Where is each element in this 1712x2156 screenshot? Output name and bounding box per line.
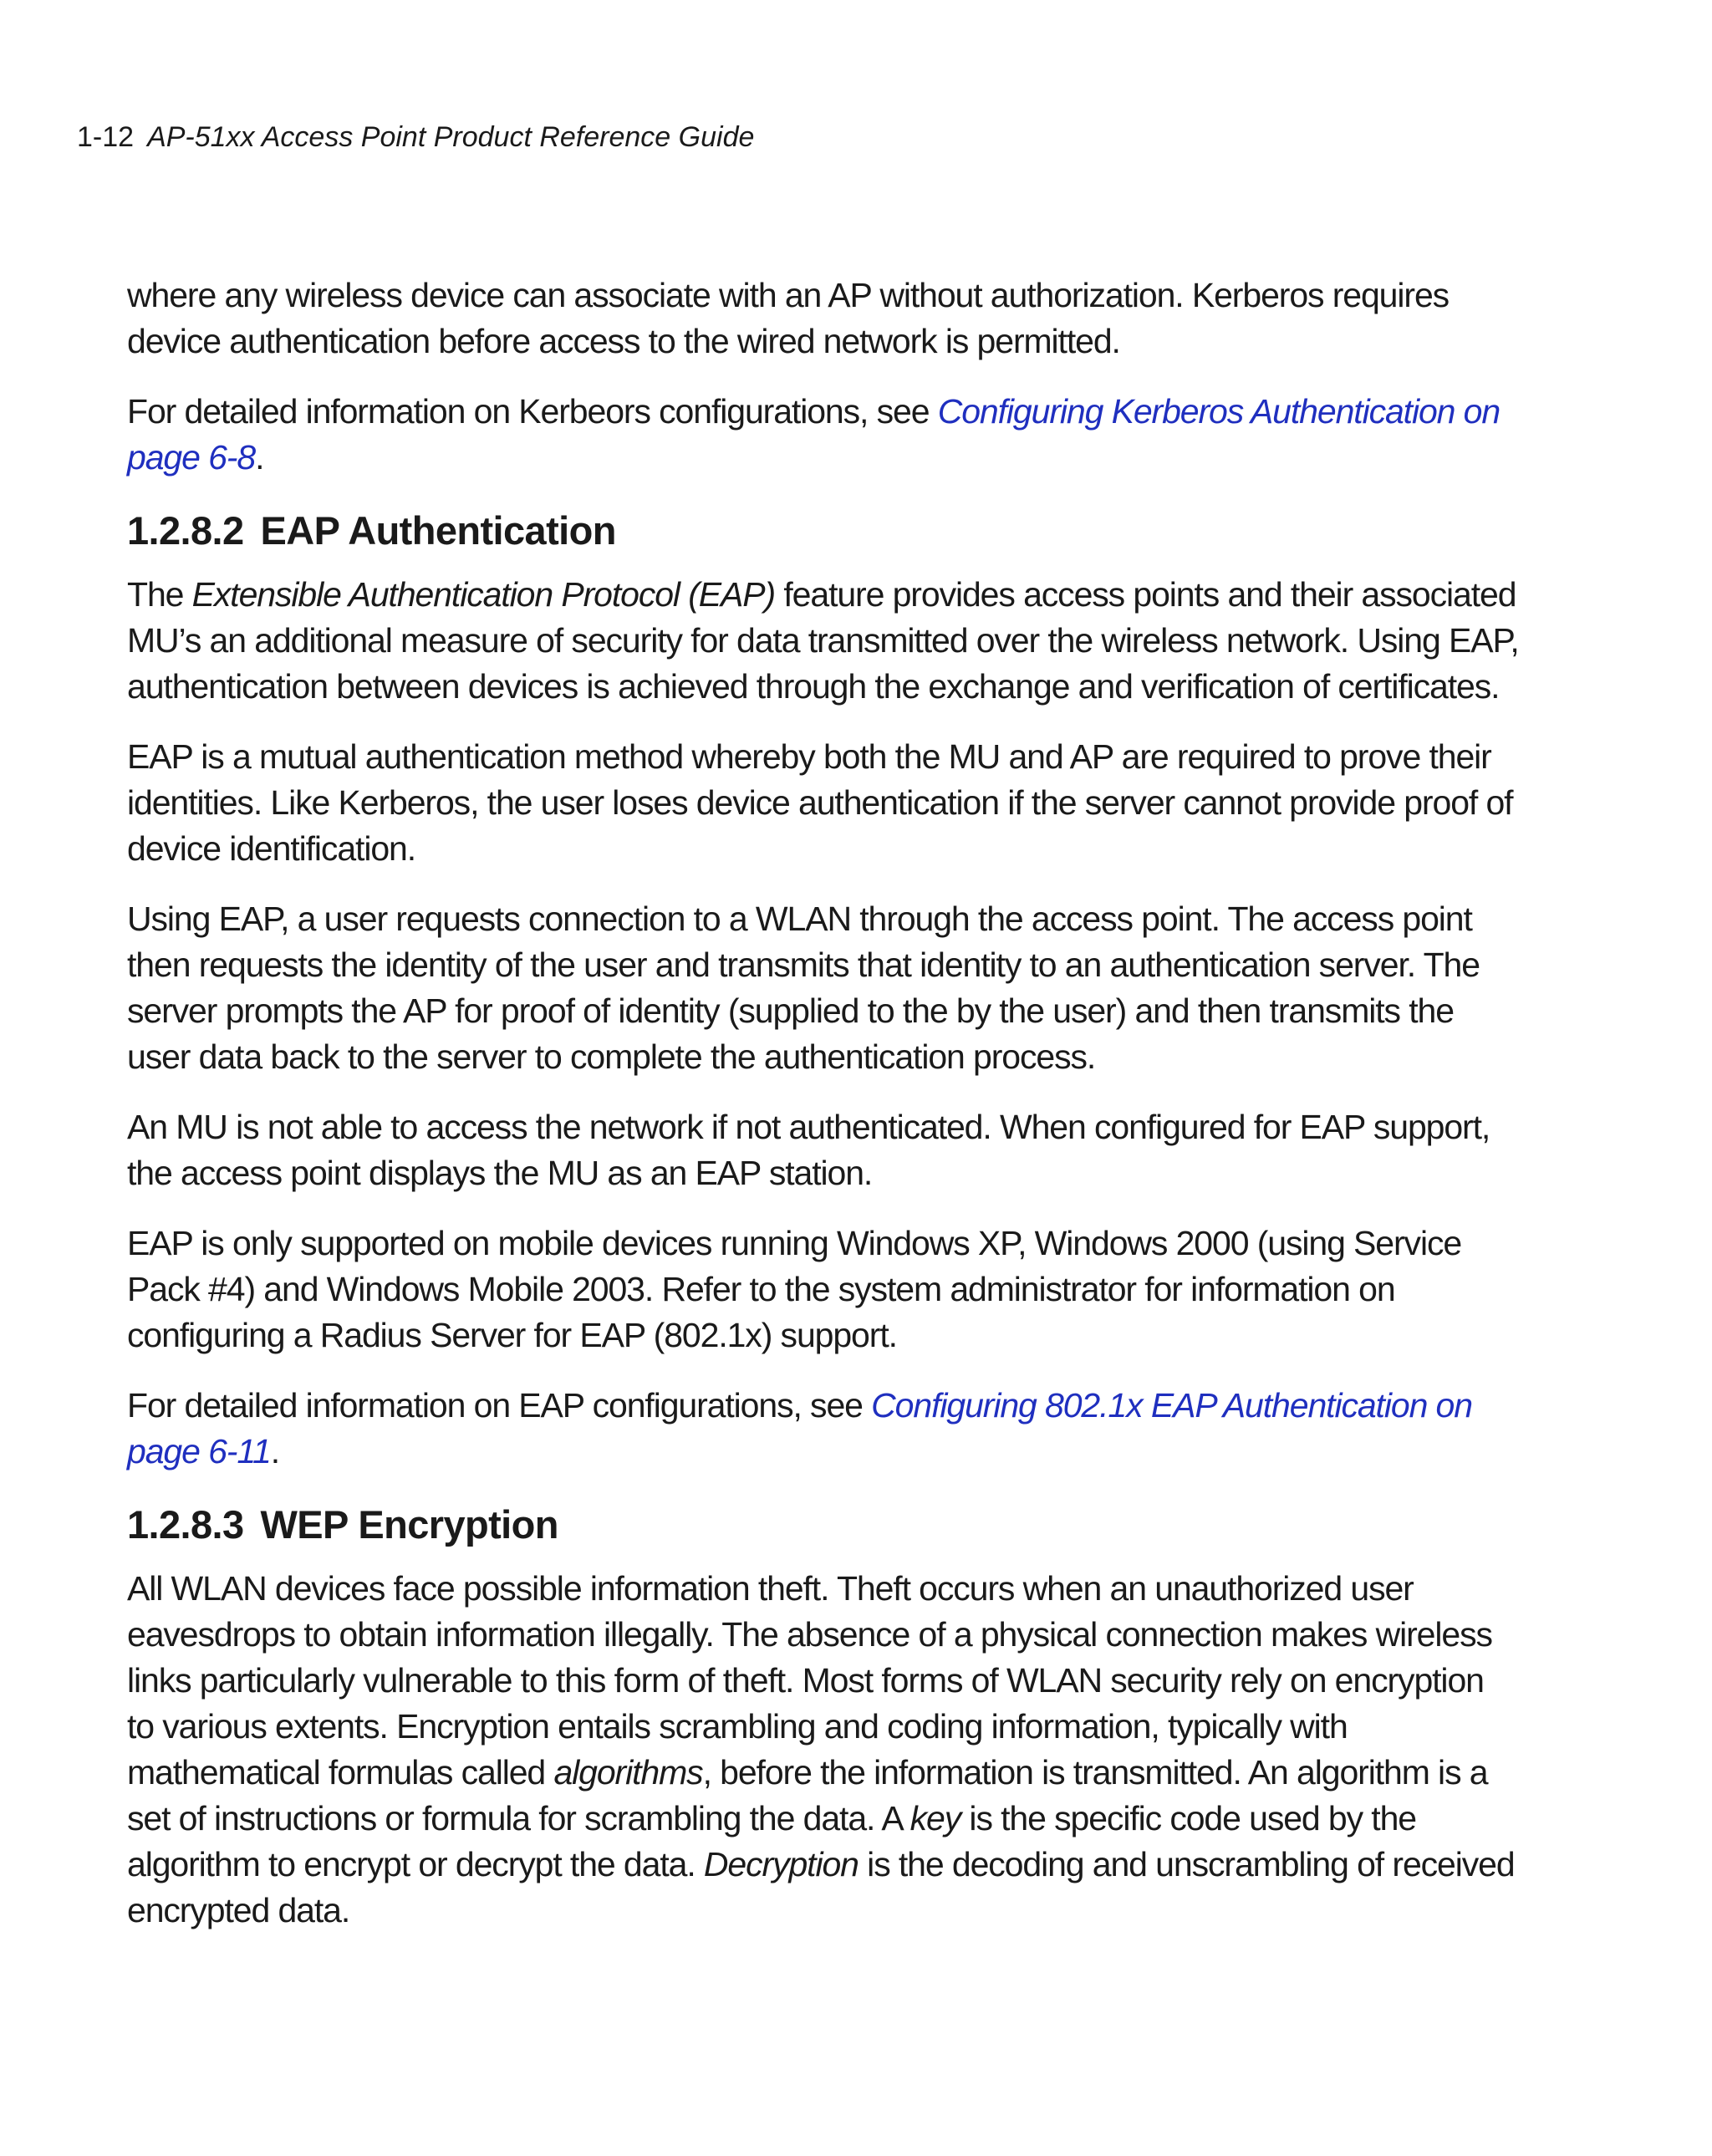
page-number: 1-12	[77, 121, 135, 153]
eap-ref-text: For detailed information on EAP configurations, see	[127, 1386, 872, 1425]
section-title: EAP Authentication	[260, 508, 616, 553]
kerberos-ref-text: For detailed information on Kerbeors configurations, see	[127, 392, 938, 431]
section-number: 1.2.8.2	[127, 508, 244, 553]
term-key: key	[910, 1799, 961, 1837]
eap-p1-rest: feature provides access points and their associated MU’s an additional measure of security for data transmitted over the wireless network. Using EAP, authentication between devices is achieved through the exchange and verification of certificates.	[127, 575, 1519, 706]
section-number: 1.2.8.3	[127, 1502, 244, 1547]
wep-text-a: All WLAN devices face possible information theft. Theft occurs when an unauthorized user eavesdrops to obtain information illegally. The absence of a physical connection makes wireless links particularly vulnerable to this form of theft. Most forms of WLAN security rely on encryption to various extents. Encryption entails scrambling and coding information, typically with mathematical formulas called	[127, 1569, 1492, 1792]
kerberos-paragraph-2	[127, 389, 1519, 481]
kerberos-config-link[interactable]: Configuring Kerberos Authentication on page 6-8	[127, 392, 1501, 477]
eap-ref-end: .	[270, 1432, 280, 1470]
kerberos-ref-end: .	[255, 438, 264, 477]
eap-p1-lead: The	[127, 575, 192, 614]
eap-term: Extensible Authentication Protocol (EAP)	[191, 575, 776, 614]
wep-text-b: , before the information is transmitted. An algorithm is a set of instructions or formula for scrambling the data. A	[127, 1753, 1488, 1837]
wep-paragraph-1	[127, 1566, 1519, 1934]
running-header	[77, 119, 754, 155]
eap-config-link[interactable]: Configuring 802.1x EAP Authentication on page 6-11	[127, 1386, 1472, 1470]
section-title: WEP Encryption	[260, 1502, 558, 1547]
term-algorithms: algorithms	[553, 1753, 703, 1792]
kerberos-paragraph-1: where any wireless device can associate with an AP without authorization. Kerberos requires device authentication before access to the wired network is permitted.	[127, 276, 1450, 360]
eap-paragraph-1	[127, 572, 1519, 710]
eap-paragraph-4: An MU is not able to access the network if not authenticated. When configured for EAP support, the access point displays the MU as an EAP station.	[127, 1108, 1490, 1192]
wep-text-d: is the decoding and unscrambling of received encrypted data.	[127, 1845, 1515, 1929]
term-decryption: Decryption	[703, 1845, 859, 1883]
section-heading-wep	[127, 1499, 1519, 1551]
page-content	[127, 273, 1519, 1958]
eap-paragraph-3: Using EAP, a user requests connection to a WLAN through the access point. The access point then requests the identity of the user and transmits that identity to an authentication server. The server prompts the AP for proof of identity (supplied to the by the user) and then transmits the user data back to the server to complete the authentication process.	[127, 900, 1480, 1076]
wep-text-c: is the specific code used by the algorithm to encrypt or decrypt the data.	[127, 1799, 1417, 1883]
eap-paragraph-5: EAP is only supported on mobile devices running Windows XP, Windows 2000 (using Service Pack #4) and Windows Mobile 2003. Refer to the system administrator for information on configuring a Radius Server for EAP (802.1x) support.	[127, 1224, 1462, 1354]
guide-title: AP-51xx Access Point Product Reference Guide	[147, 121, 755, 153]
eap-paragraph-6	[127, 1383, 1519, 1475]
section-heading-eap	[127, 505, 1519, 557]
eap-paragraph-2: EAP is a mutual authentication method whereby both the MU and AP are required to prove their identities. Like Kerberos, the user loses device authentication if the server cannot provide proof of device identification.	[127, 737, 1513, 868]
